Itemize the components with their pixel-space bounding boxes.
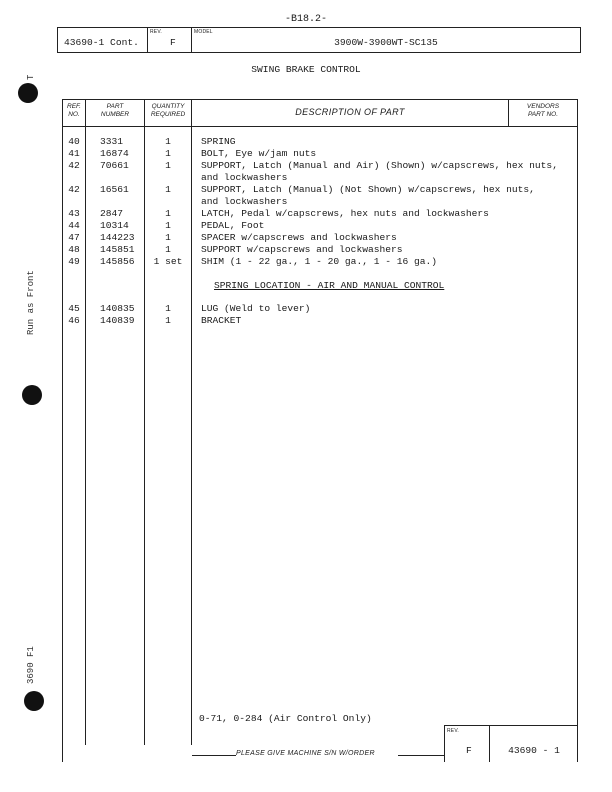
part-number: 3331	[100, 136, 124, 147]
ref-no: 49	[68, 256, 80, 267]
part-number: 144223	[100, 232, 135, 243]
header-rev-label: REV.	[150, 29, 163, 35]
section-title: SPRING LOCATION - AIR AND MANUAL CONTROL	[214, 280, 445, 291]
quantity: 1	[165, 160, 171, 171]
header-part-1: PART	[106, 103, 124, 110]
description: SHIM (1 - 22 ga., 1 - 20 ga., 1 - 16 ga.)	[201, 256, 438, 267]
description: SUPPORT, Latch (Manual) (Not Shown) w/capscrews, hex nuts,	[201, 184, 535, 195]
footnote: 0-71, 0-284 (Air Control Only)	[199, 713, 372, 724]
header-vendor-1: VENDORS	[526, 103, 560, 110]
header-vendor-2: PART NO.	[527, 111, 559, 118]
page-title: SWING BRAKE CONTROL	[251, 64, 361, 75]
punch-hole-top	[18, 83, 38, 103]
description: SPRING	[201, 136, 236, 147]
quantity: 1	[165, 220, 171, 231]
footer-note: PLEASE GIVE MACHINE S/N W/ORDER	[236, 750, 375, 757]
description: LATCH, Pedal w/capscrews, hex nuts and lockwashers	[201, 208, 489, 219]
header-qty-1: QUANTITY	[151, 103, 185, 110]
ref-no: 46	[68, 315, 80, 326]
parts-table	[62, 99, 578, 762]
ref-no: 45	[68, 303, 80, 314]
quantity: 1	[165, 136, 171, 147]
punch-hole-bottom	[24, 691, 44, 711]
margin-bottom-code: 3690 F1	[26, 646, 36, 684]
ref-no: 41	[68, 148, 80, 159]
description: SPACER w/capscrews and lockwashers	[201, 232, 397, 243]
description: SUPPORT, Latch (Manual and Air) (Shown) w/capscrews, hex nuts,	[201, 160, 558, 171]
part-number: 2847	[100, 208, 124, 219]
description: and lockwashers	[201, 172, 288, 183]
quantity: 1	[165, 208, 171, 219]
part-number: 140835	[100, 303, 135, 314]
description: LUG (Weld to lever)	[201, 303, 311, 314]
description: BRACKET	[201, 315, 242, 326]
header-model: 3900W-3900WT-SC135	[334, 37, 438, 48]
header-ref-2: NO.	[68, 111, 80, 118]
footer-note-rule-right	[398, 755, 444, 756]
header-box	[57, 27, 581, 53]
part-number: 16561	[100, 184, 129, 195]
part-number: 145856	[100, 256, 135, 267]
header-part-2: NUMBER	[100, 111, 130, 118]
ref-no: 43	[68, 208, 80, 219]
quantity: 1	[165, 184, 171, 195]
ref-no: 42	[68, 160, 80, 171]
part-number: 70661	[100, 160, 129, 171]
quantity: 1	[165, 315, 171, 326]
punch-hole-middle	[22, 385, 42, 405]
ref-no: 42	[68, 184, 80, 195]
part-number: 16874	[100, 148, 129, 159]
description: and lockwashers	[201, 196, 288, 207]
header-description: DESCRIPTION OF PART	[295, 107, 405, 117]
footer-note-rule-left	[192, 755, 236, 756]
quantity: 1 set	[153, 256, 183, 267]
part-number: 145851	[100, 244, 135, 255]
description: PEDAL, Foot	[201, 220, 265, 231]
footer-code: 43690 - 1	[508, 745, 560, 756]
page-code: -B18.2-	[284, 14, 327, 25]
margin-run-as-front: Run as Front	[26, 270, 36, 335]
description: SUPPORT w/capscrews and lockwashers	[201, 244, 403, 255]
header-ref-1: REF.	[67, 103, 81, 110]
header-code: 43690-1 Cont.	[64, 37, 139, 48]
header-rev: F	[170, 37, 176, 48]
ref-no: 48	[68, 244, 80, 255]
header-qty-2: REQUIRED	[150, 111, 186, 118]
part-number: 140839	[100, 315, 135, 326]
ref-no: 47	[68, 232, 80, 243]
ref-no: 40	[68, 136, 80, 147]
margin-mark-top: T	[26, 74, 36, 80]
quantity: 1	[165, 244, 171, 255]
description: BOLT, Eye w/jam nuts	[201, 148, 317, 159]
quantity: 1	[165, 148, 171, 159]
header-model-label: MODEL	[194, 29, 213, 35]
quantity: 1	[165, 232, 171, 243]
footer-rev-label: REV.	[447, 728, 460, 734]
part-number: 10314	[100, 220, 129, 231]
quantity: 1	[165, 303, 171, 314]
footer-rev: F	[466, 745, 472, 756]
ref-no: 44	[68, 220, 80, 231]
